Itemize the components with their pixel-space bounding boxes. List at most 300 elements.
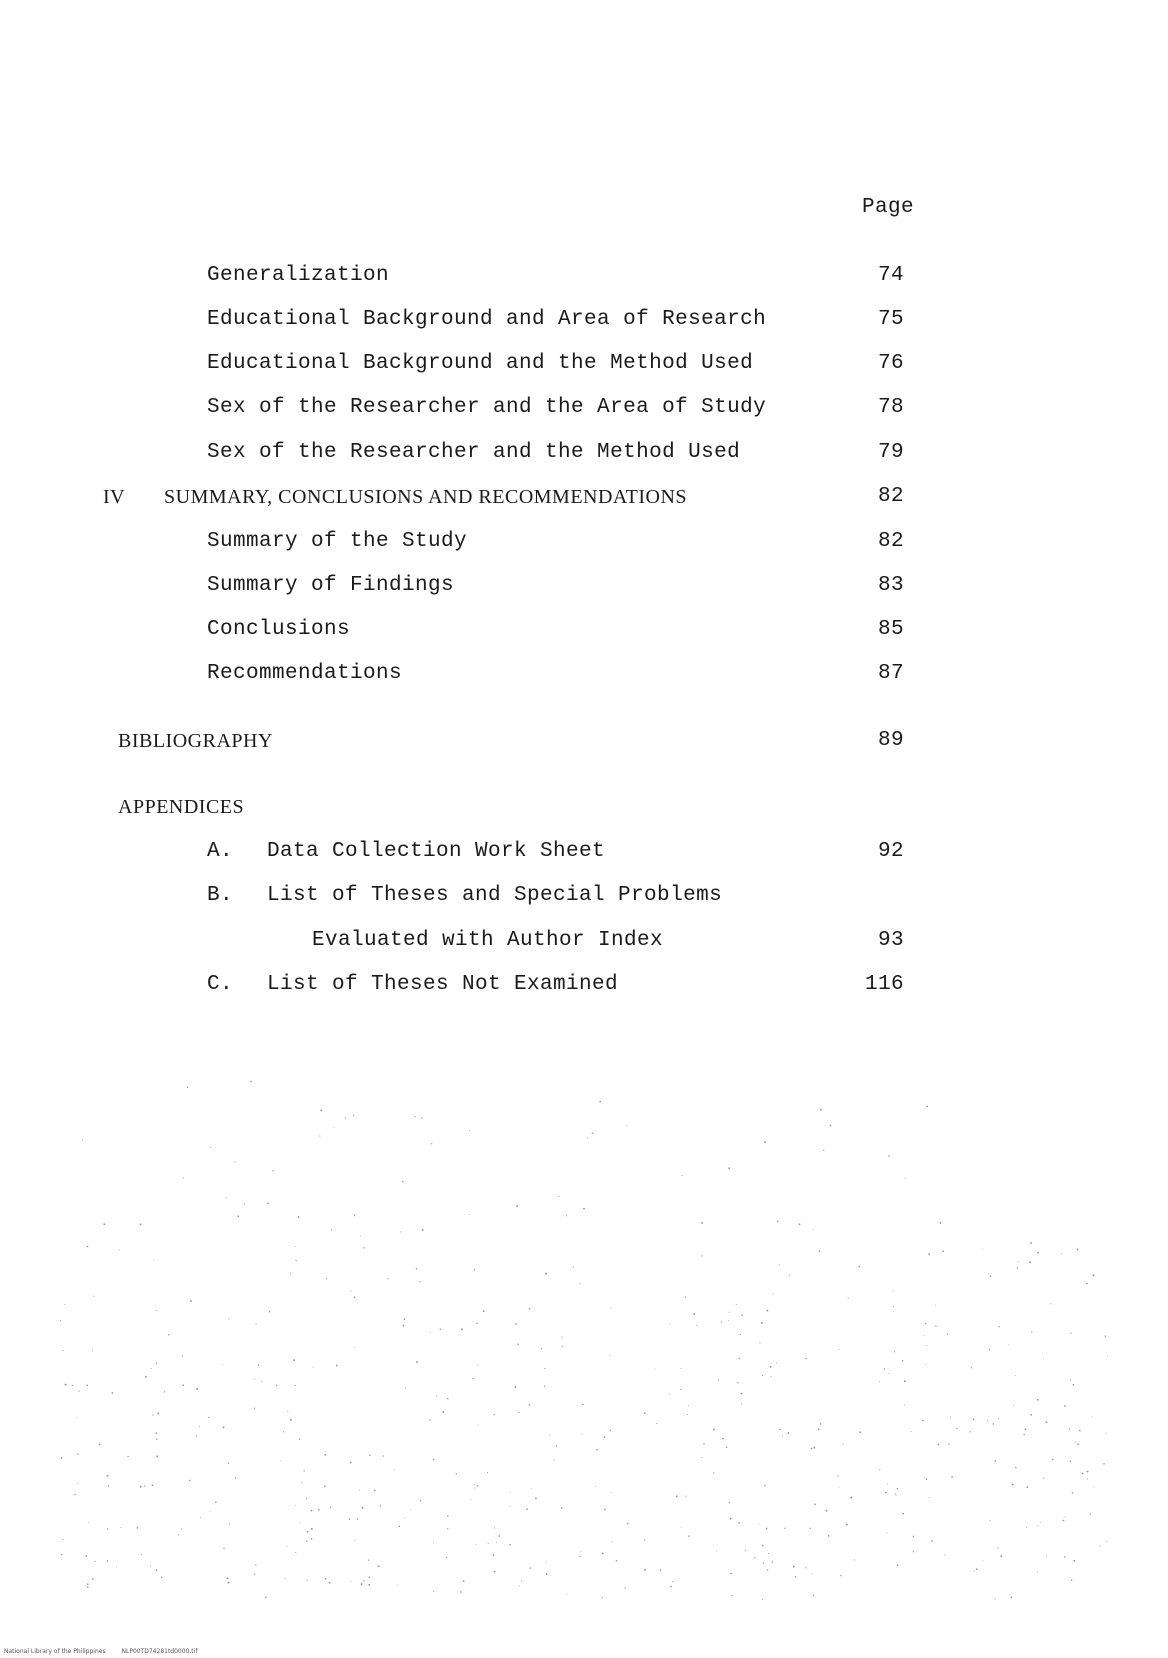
noise-dot <box>477 1365 478 1366</box>
noise-dot <box>244 1203 245 1204</box>
noise-dot <box>156 1310 157 1311</box>
noise-dot <box>779 1429 781 1431</box>
noise-dot <box>799 1223 801 1225</box>
noise-dot <box>1087 1471 1089 1473</box>
noise-dot <box>463 1580 465 1582</box>
noise-dot <box>254 1573 255 1574</box>
noise-dot <box>546 1573 548 1575</box>
noise-dot <box>561 1507 563 1509</box>
noise-dot <box>1013 1405 1014 1406</box>
noise-dot <box>1023 1434 1024 1435</box>
noise-dot <box>324 1454 326 1456</box>
noise-dot <box>1063 1520 1065 1522</box>
noise-dot <box>112 1392 114 1394</box>
noise-dot <box>469 1130 470 1131</box>
noise-dot <box>447 1398 449 1400</box>
noise-dot <box>429 1419 431 1421</box>
noise-dot <box>777 1220 779 1222</box>
noise-dot <box>446 1557 447 1558</box>
noise-dot <box>137 1527 139 1529</box>
noise-dot <box>350 1290 351 1291</box>
noise-dot <box>1017 1267 1018 1268</box>
noise-dot <box>611 1541 612 1542</box>
noise-dot <box>290 1419 292 1421</box>
noise-dot <box>223 1426 225 1428</box>
noise-dot <box>487 1472 488 1473</box>
toc-entry-title: Educational Background and the Method Used <box>207 352 754 375</box>
noise-dot <box>997 1547 998 1548</box>
noise-dot <box>258 1365 260 1367</box>
noise-dot <box>215 1501 217 1503</box>
noise-dot <box>1082 1473 1084 1475</box>
noise-dot <box>1106 1541 1107 1542</box>
noise-dot <box>368 1560 369 1561</box>
toc-entry-page: 87 <box>877 662 904 685</box>
noise-dot <box>530 1567 532 1569</box>
noise-dot <box>127 1456 128 1457</box>
noise-dot <box>1012 1484 1014 1486</box>
noise-dot <box>693 1313 695 1315</box>
footer-library: National Library of the Philippines <box>4 1648 106 1655</box>
noise-dot <box>696 1325 697 1326</box>
noise-dot <box>461 1328 463 1330</box>
noise-dot <box>120 1527 121 1528</box>
noise-dot <box>77 1454 78 1455</box>
noise-dot <box>306 1540 307 1541</box>
noise-dot <box>265 1596 267 1598</box>
noise-dot <box>854 1559 855 1560</box>
noise-dot <box>549 1435 550 1436</box>
noise-dot <box>361 1584 362 1585</box>
noise-dot <box>303 1470 304 1471</box>
appendix-letter: A. <box>207 840 234 863</box>
noise-dot <box>1064 1556 1066 1558</box>
scan-noise <box>60 1080 1110 1600</box>
noise-dot <box>363 1580 365 1582</box>
noise-dot <box>164 1391 165 1392</box>
bibliography-page: 89 <box>877 729 904 752</box>
noise-dot <box>846 1524 848 1526</box>
toc-entry-page: 85 <box>877 618 904 641</box>
noise-dot <box>838 1349 839 1350</box>
noise-dot <box>730 1518 732 1520</box>
noise-dot <box>1104 1336 1105 1337</box>
toc-entry-title: Sex of the Researcher and the Area of Study <box>207 396 767 419</box>
noise-dot <box>1015 1375 1016 1376</box>
noise-dot <box>624 1587 625 1588</box>
noise-dot <box>419 1281 420 1282</box>
noise-dot <box>819 1250 821 1252</box>
noise-dot <box>1099 1545 1100 1546</box>
noise-dot <box>62 1539 63 1540</box>
noise-dot <box>579 1283 580 1284</box>
noise-dot <box>762 1375 763 1376</box>
noise-dot <box>929 1497 930 1498</box>
noise-dot <box>86 1246 88 1248</box>
noise-dot <box>293 1359 295 1361</box>
noise-dot <box>349 1519 350 1520</box>
noise-dot <box>430 1332 431 1333</box>
noise-dot <box>879 1469 880 1470</box>
noise-dot <box>595 1486 596 1487</box>
noise-dot <box>767 1569 769 1571</box>
noise-dot <box>611 1492 612 1493</box>
noise-dot <box>688 1535 690 1537</box>
noise-dot <box>830 1125 832 1127</box>
noise-dot <box>144 1485 145 1486</box>
noise-dot <box>108 1486 109 1487</box>
noise-dot <box>472 1378 473 1379</box>
noise-dot <box>529 1404 530 1405</box>
noise-dot <box>685 1297 686 1298</box>
noise-dot <box>187 1087 188 1088</box>
appendix-title: Data Collection Work Sheet <box>267 840 606 863</box>
noise-dot <box>157 1412 159 1414</box>
noise-dot <box>1030 1414 1032 1416</box>
noise-dot <box>885 1492 887 1494</box>
noise-dot <box>944 1554 945 1555</box>
noise-dot <box>701 1255 702 1256</box>
noise-dot <box>579 1556 580 1557</box>
noise-dot <box>287 1411 288 1412</box>
noise-dot <box>509 1544 511 1546</box>
noise-dot <box>894 1351 895 1352</box>
noise-dot <box>924 1335 925 1336</box>
noise-dot <box>103 1223 105 1225</box>
noise-dot <box>318 1509 320 1511</box>
noise-dot <box>326 1278 327 1279</box>
footer-file: NLP00TD74281td0000.tif <box>121 1648 198 1655</box>
noise-dot <box>813 1229 814 1230</box>
toc-entry-page: 83 <box>877 574 904 597</box>
noise-dot <box>250 1081 252 1083</box>
noise-dot <box>970 1431 971 1432</box>
noise-dot <box>1087 1479 1088 1480</box>
appendix-title: List of Theses Not Examined <box>267 973 619 996</box>
noise-dot <box>562 1346 563 1347</box>
noise-dot <box>72 1385 73 1386</box>
noise-dot <box>672 1581 673 1582</box>
noise-dot <box>768 1553 769 1554</box>
noise-dot <box>989 1349 990 1350</box>
noise-dot <box>140 1223 142 1225</box>
noise-dot <box>1105 1433 1106 1434</box>
noise-dot <box>168 1334 170 1336</box>
noise-dot <box>731 1595 732 1596</box>
noise-dot <box>416 1268 418 1270</box>
noise-dot <box>410 1510 411 1511</box>
noise-dot <box>295 1260 296 1261</box>
noise-dot <box>938 1444 940 1446</box>
noise-dot <box>902 1360 903 1361</box>
noise-dot <box>223 1548 224 1549</box>
noise-dot <box>602 1597 603 1598</box>
noise-dot <box>178 1534 179 1535</box>
noise-dot <box>433 1542 434 1543</box>
noise-dot <box>766 1310 768 1312</box>
page-column-header: Page <box>862 196 915 219</box>
noise-dot <box>350 1581 351 1582</box>
noise-dot <box>924 1477 925 1478</box>
noise-dot <box>535 1497 537 1499</box>
noise-dot <box>773 1294 774 1295</box>
noise-dot <box>644 1539 645 1540</box>
noise-dot <box>74 1494 75 1495</box>
noise-dot <box>974 1571 975 1572</box>
toc-entry-title: Generalization <box>207 264 390 287</box>
noise-dot <box>976 1568 978 1570</box>
noise-dot <box>353 1115 354 1116</box>
noise-dot <box>190 1300 192 1302</box>
noise-dot <box>728 1167 730 1169</box>
noise-dot <box>354 1215 356 1217</box>
noise-dot <box>776 1362 777 1363</box>
noise-dot <box>566 1594 567 1595</box>
noise-dot <box>730 1573 732 1575</box>
noise-dot <box>770 1366 772 1368</box>
noise-dot <box>295 1246 296 1247</box>
noise-dot <box>839 1487 840 1488</box>
noise-dot <box>313 1367 314 1368</box>
noise-dot <box>267 1202 269 1204</box>
appendix-page: 92 <box>877 840 904 863</box>
noise-dot <box>475 1544 476 1545</box>
noise-dot <box>971 1367 972 1368</box>
noise-dot <box>229 1523 230 1524</box>
noise-dot <box>626 1125 627 1126</box>
noise-dot <box>383 1455 384 1456</box>
noise-dot <box>926 1478 928 1480</box>
noise-dot <box>627 1523 628 1524</box>
noise-dot <box>893 1306 894 1307</box>
noise-dot <box>688 1405 689 1406</box>
noise-dot <box>942 1250 944 1252</box>
noise-dot <box>544 1386 545 1387</box>
noise-dot <box>556 1445 557 1446</box>
noise-dot <box>99 1444 101 1446</box>
noise-dot <box>1093 1274 1095 1276</box>
noise-dot <box>261 1381 262 1382</box>
noise-dot <box>559 1196 560 1197</box>
noise-dot <box>387 1278 388 1279</box>
noise-dot <box>553 1460 554 1461</box>
noise-dot <box>892 1291 893 1292</box>
noise-dot <box>737 1382 738 1383</box>
noise-dot <box>182 1355 183 1356</box>
noise-dot <box>156 1362 157 1363</box>
noise-dot <box>990 1520 991 1521</box>
noise-dot <box>982 1560 983 1561</box>
noise-dot <box>1043 1478 1044 1479</box>
noise-dot <box>456 1473 457 1474</box>
noise-dot <box>1031 1331 1032 1332</box>
noise-dot <box>935 1325 937 1327</box>
noise-dot <box>599 1101 601 1103</box>
noise-dot <box>837 1476 838 1477</box>
noise-dot <box>611 1307 612 1308</box>
noise-dot <box>350 1462 352 1464</box>
noise-dot <box>789 1275 790 1276</box>
noise-dot <box>764 1141 766 1143</box>
noise-dot <box>820 1423 822 1425</box>
noise-dot <box>498 1535 500 1537</box>
noise-dot <box>951 1476 953 1478</box>
noise-dot <box>806 1567 807 1568</box>
noise-dot <box>517 1344 519 1346</box>
noise-dot <box>879 1381 880 1382</box>
noise-dot <box>545 1273 547 1275</box>
noise-dot <box>1072 1492 1074 1494</box>
noise-dot <box>368 1584 370 1586</box>
noise-dot <box>210 1147 211 1148</box>
noise-dot <box>739 1358 740 1359</box>
noise-dot <box>477 1485 479 1487</box>
noise-dot <box>196 1388 198 1390</box>
noise-dot <box>311 1528 313 1530</box>
noise-dot <box>357 1518 358 1519</box>
noise-dot <box>483 1310 485 1312</box>
noise-dot <box>87 1586 89 1588</box>
noise-dot <box>922 1420 924 1422</box>
noise-dot <box>494 1414 495 1415</box>
noise-dot <box>529 1308 531 1310</box>
noise-dot <box>1037 1252 1039 1254</box>
noise-dot <box>331 1229 332 1230</box>
noise-dot <box>493 1554 495 1556</box>
noise-dot <box>398 1525 400 1527</box>
noise-dot <box>1037 1572 1038 1573</box>
noise-dot <box>306 1580 307 1581</box>
noise-dot <box>286 1546 287 1547</box>
noise-dot <box>813 1447 815 1449</box>
noise-dot <box>299 1439 300 1440</box>
noise-dot <box>369 1454 371 1456</box>
noise-dot <box>488 1543 489 1544</box>
noise-dot <box>400 1231 401 1232</box>
noise-dot <box>825 1510 827 1512</box>
noise-dot <box>759 1342 760 1343</box>
noise-dot <box>713 1428 715 1430</box>
noise-dot <box>1064 1516 1065 1517</box>
noise-dot <box>254 1378 255 1379</box>
noise-dot <box>686 1496 687 1497</box>
noise-dot <box>471 1499 472 1500</box>
noise-dot <box>998 1418 999 1419</box>
noise-dot <box>828 1535 830 1537</box>
noise-dot <box>61 1457 63 1459</box>
noise-dot <box>670 1586 672 1588</box>
noise-dot <box>680 1368 681 1369</box>
noise-dot <box>280 1460 281 1461</box>
noise-dot <box>1091 1417 1092 1418</box>
appendix-page: 93 <box>877 929 904 952</box>
noise-dot <box>1017 1261 1018 1262</box>
noise-dot <box>812 1574 813 1575</box>
noise-dot <box>604 1436 606 1438</box>
noise-dot <box>116 1566 117 1567</box>
noise-dot <box>992 1423 994 1425</box>
noise-dot <box>141 1554 142 1555</box>
toc-entry-page: 74 <box>877 264 904 287</box>
noise-dot <box>145 1376 147 1378</box>
noise-dot <box>255 1564 256 1565</box>
noise-dot <box>973 1418 975 1420</box>
noise-dot <box>925 1364 926 1365</box>
noise-dot <box>226 1577 228 1579</box>
noise-dot <box>1086 1283 1088 1285</box>
noise-dot <box>795 1576 796 1577</box>
noise-dot <box>779 1264 780 1265</box>
noise-dot <box>345 1117 346 1118</box>
noise-dot <box>729 1502 731 1504</box>
noise-dot <box>718 1379 719 1380</box>
noise-dot <box>416 1361 418 1363</box>
noise-dot <box>1052 1459 1054 1461</box>
noise-dot <box>766 1528 768 1530</box>
noise-dot <box>740 1334 741 1335</box>
noise-dot <box>850 1497 852 1499</box>
noise-dot <box>669 1394 670 1395</box>
noise-dot <box>701 1222 703 1224</box>
noise-dot <box>510 1506 511 1507</box>
noise-dot <box>151 1368 152 1369</box>
noise-dot <box>302 1482 303 1483</box>
noise-dot <box>999 1326 1000 1327</box>
noise-dot <box>196 1435 197 1436</box>
noise-dot <box>355 1347 356 1348</box>
noise-dot <box>183 1177 184 1178</box>
noise-dot <box>478 1425 479 1426</box>
noise-dot <box>469 1214 470 1215</box>
noise-dot <box>421 1117 422 1118</box>
appendix-letter: B. <box>207 884 234 907</box>
noise-dot <box>518 1412 519 1413</box>
noise-dot <box>701 1457 702 1458</box>
noise-dot <box>404 1318 406 1320</box>
noise-dot <box>374 1490 376 1492</box>
noise-dot <box>660 1569 662 1571</box>
noise-dot <box>741 1403 742 1404</box>
noise-dot <box>402 1181 404 1183</box>
noise-dot <box>764 1485 766 1487</box>
noise-dot <box>420 1500 421 1501</box>
noise-dot <box>887 1533 888 1534</box>
noise-dot <box>1090 1513 1091 1514</box>
noise-dot <box>894 1493 895 1494</box>
noise-dot <box>319 1136 320 1137</box>
noise-dot <box>422 1229 424 1231</box>
noise-dot <box>181 1528 182 1529</box>
noise-dot <box>436 1396 437 1397</box>
noise-dot <box>306 1498 307 1499</box>
noise-dot <box>935 1305 936 1306</box>
noise-dot <box>656 1423 657 1424</box>
noise-dot <box>300 1522 301 1523</box>
noise-dot <box>913 1536 914 1537</box>
noise-dot <box>1070 1332 1071 1333</box>
toc-entry-page: 79 <box>877 441 904 464</box>
noise-dot <box>363 1247 364 1248</box>
noise-dot <box>680 1389 681 1390</box>
noise-dot <box>902 1513 904 1515</box>
noise-dot <box>810 1528 811 1529</box>
toc-entry-title: Sex of the Researcher and the Method Used <box>207 441 741 464</box>
noise-dot <box>888 1155 890 1157</box>
noise-dot <box>687 1414 688 1415</box>
noise-dot <box>276 1385 278 1387</box>
noise-dot <box>843 1444 844 1445</box>
noise-dot <box>354 1296 356 1298</box>
